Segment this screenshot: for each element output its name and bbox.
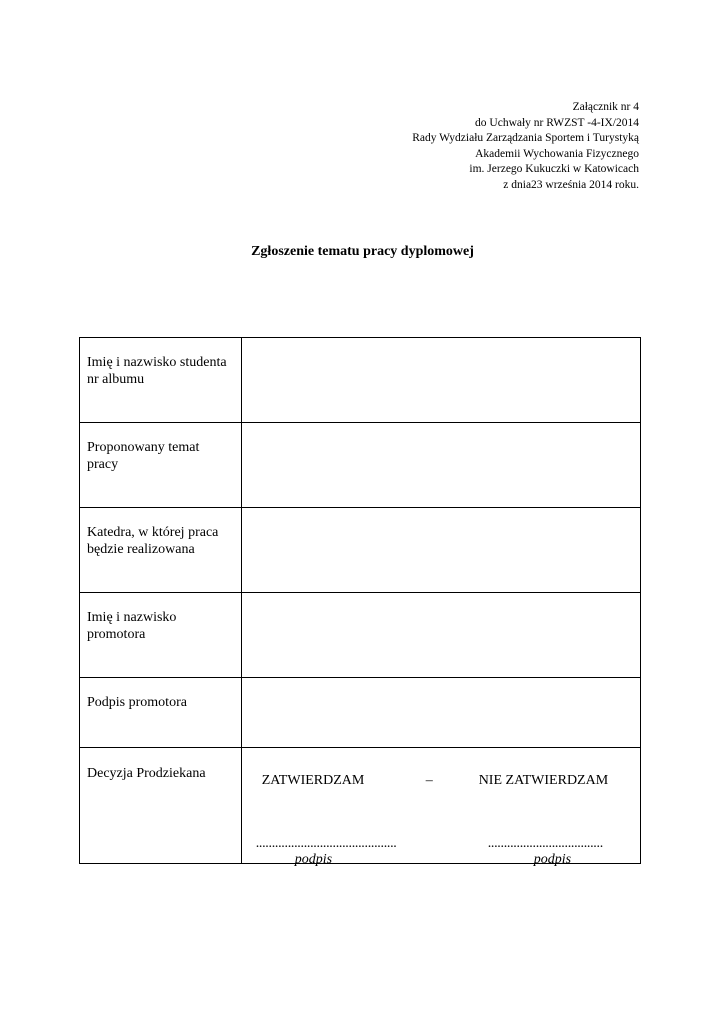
label-student-name-line1: Imię i nazwisko studenta	[87, 355, 227, 370]
form-row-topic	[80, 423, 641, 508]
decision-area	[242, 748, 640, 867]
approve-option[interactable]: ZATWIERDZAM	[261, 773, 365, 788]
label-department-line2: będzie realizowana	[87, 542, 195, 557]
header-line-date: z dnia23 września 2014 roku.	[503, 178, 639, 191]
label-student-name	[80, 338, 242, 423]
field-supervisor-signature[interactable]	[241, 678, 640, 748]
label-proposed-topic-line2: pracy	[87, 457, 119, 472]
label-student-name-line2: nr albumu	[87, 372, 145, 387]
document-title: Zgłoszenie tematu pracy dyplomowej	[251, 244, 474, 259]
label-supervisor-signature	[80, 678, 242, 748]
label-supervisor-signature-line1: Podpis promotora	[87, 695, 187, 710]
label-department	[80, 508, 242, 593]
form-row-supervisor-signature	[80, 678, 641, 748]
header-line-academy-name: im. Jerzego Kukuczki w Katowicach	[469, 163, 639, 176]
label-proposed-topic	[80, 423, 242, 508]
decision-cell	[241, 748, 640, 867]
label-department-line1: Katedra, w której praca	[87, 525, 219, 540]
field-department[interactable]	[241, 508, 640, 593]
reject-option[interactable]: NIE ZATWIERDZAM	[478, 773, 609, 788]
label-supervisor-name-line2: promotora	[87, 627, 146, 642]
decision-separator: –	[425, 773, 433, 788]
field-student-name[interactable]	[241, 338, 640, 423]
header-line-council: Rady Wydziału Zarządzania Sportem i Turystyką	[412, 132, 639, 145]
header-line-attachment-no: Załącznik nr 4	[572, 101, 639, 113]
header-line-academy: Akademii Wychowania Fizycznego	[475, 147, 639, 160]
signature-label-right: podpis	[533, 852, 572, 867]
form-row-supervisor	[80, 593, 641, 678]
signature-line-right[interactable]: ....................................	[487, 836, 603, 851]
signature-label-left: podpis	[294, 852, 333, 867]
signature-line-left[interactable]: ............................................	[255, 836, 397, 851]
label-proposed-topic-line1: Proponowany temat	[87, 440, 200, 455]
thesis-topic-form	[79, 337, 641, 867]
form-row-student	[80, 338, 641, 423]
field-supervisor-name[interactable]	[241, 593, 640, 678]
label-vice-dean-decision: Decyzja Prodziekana	[80, 748, 242, 864]
label-supervisor-name-line1: Imię i nazwisko	[87, 610, 177, 625]
form-row-decision	[80, 748, 641, 864]
attachment-header	[412, 100, 639, 194]
header-line-resolution: do Uchwały nr RWZST -4-IX/2014	[475, 116, 639, 129]
field-proposed-topic[interactable]	[241, 423, 640, 508]
form-row-department	[80, 508, 641, 593]
label-supervisor-name	[80, 593, 242, 678]
